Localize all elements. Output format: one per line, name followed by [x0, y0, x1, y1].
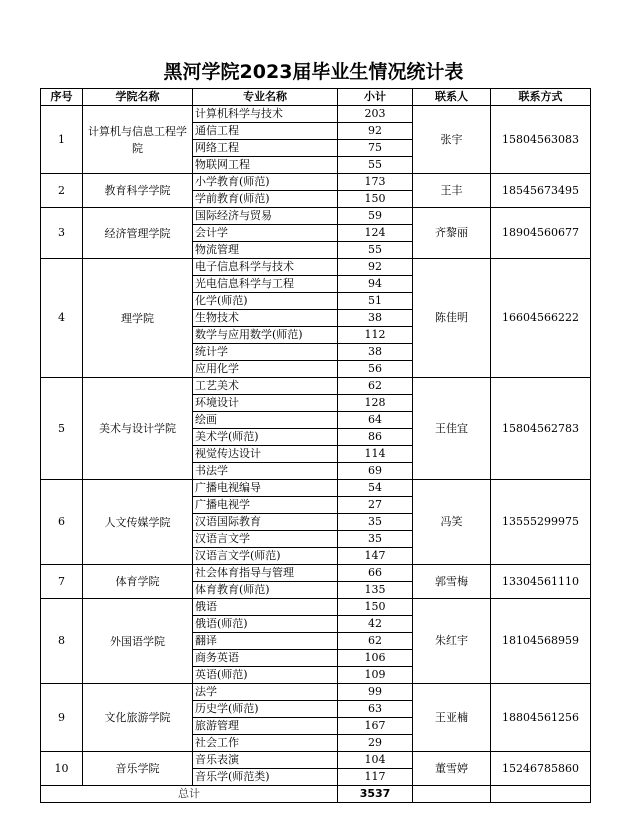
major-count: 112	[338, 327, 413, 344]
major-count: 35	[338, 531, 413, 548]
page-title: 黑河学院2023届毕业生情况统计表	[163, 61, 464, 83]
header-count: 小计	[338, 89, 413, 106]
college-seq: 4	[41, 259, 83, 378]
major-name: 商务英语	[193, 650, 338, 667]
major-name: 计算机科学与技术	[193, 106, 338, 123]
major-name: 社会工作	[193, 735, 338, 752]
major-count: 109	[338, 667, 413, 684]
college-contact: 王亚楠	[413, 684, 491, 752]
major-name: 物流管理	[193, 242, 338, 259]
major-count: 99	[338, 684, 413, 701]
major-count: 56	[338, 361, 413, 378]
college-phone: 18804561256	[491, 684, 591, 752]
major-name: 书法学	[193, 463, 338, 480]
major-count: 173	[338, 174, 413, 191]
major-name: 学前教育(师范)	[193, 191, 338, 208]
college-phone: 13304561110	[491, 565, 591, 599]
major-name: 统计学	[193, 344, 338, 361]
major-name: 化学(师范)	[193, 293, 338, 310]
college-phone: 18104568959	[491, 599, 591, 684]
college-name: 人文传媒学院	[83, 480, 193, 565]
major-count: 59	[338, 208, 413, 225]
college-phone: 13555299975	[491, 480, 591, 565]
table-row	[41, 480, 591, 497]
major-count: 75	[338, 140, 413, 157]
major-count: 203	[338, 106, 413, 123]
table-row	[41, 599, 591, 616]
major-name: 绘画	[193, 412, 338, 429]
major-name: 国际经济与贸易	[193, 208, 338, 225]
college-phone: 15804562783	[491, 378, 591, 480]
table-row	[41, 106, 591, 123]
major-name: 俄语	[193, 599, 338, 616]
table-row	[41, 565, 591, 582]
college-contact: 郭雪梅	[413, 565, 491, 599]
major-count: 117	[338, 769, 413, 786]
major-name: 光电信息科学与工程	[193, 276, 338, 293]
major-count: 92	[338, 123, 413, 140]
major-name: 数学与应用数学(师范)	[193, 327, 338, 344]
college-phone: 15246785860	[491, 752, 591, 786]
major-name: 应用化学	[193, 361, 338, 378]
college-seq: 3	[41, 208, 83, 259]
college-name: 计算机与信息工程学院	[83, 106, 193, 174]
major-name: 音乐表演	[193, 752, 338, 769]
college-contact: 冯笑	[413, 480, 491, 565]
major-name: 视觉传达设计	[193, 446, 338, 463]
college-contact: 王丰	[413, 174, 491, 208]
major-name: 美术学(师范)	[193, 429, 338, 446]
college-contact: 张宇	[413, 106, 491, 174]
table-row	[41, 259, 591, 276]
major-name: 俄语(师范)	[193, 616, 338, 633]
major-count: 29	[338, 735, 413, 752]
major-count: 86	[338, 429, 413, 446]
header-seq: 序号	[41, 89, 83, 106]
college-contact: 齐黎丽	[413, 208, 491, 259]
college-name: 体育学院	[83, 565, 193, 599]
total-value: 3537	[338, 786, 413, 803]
major-count: 150	[338, 191, 413, 208]
major-name: 物联网工程	[193, 157, 338, 174]
college-name: 理学院	[83, 259, 193, 378]
college-phone: 16604566222	[491, 259, 591, 378]
major-count: 135	[338, 582, 413, 599]
college-name: 美术与设计学院	[83, 378, 193, 480]
major-name: 旅游管理	[193, 718, 338, 735]
major-name: 电子信息科学与技术	[193, 259, 338, 276]
major-count: 38	[338, 344, 413, 361]
college-phone: 15804563083	[491, 106, 591, 174]
college-contact: 王佳宜	[413, 378, 491, 480]
table-row	[41, 752, 591, 769]
major-count: 69	[338, 463, 413, 480]
table-row	[41, 208, 591, 225]
college-seq: 2	[41, 174, 83, 208]
college-phone: 18545673495	[491, 174, 591, 208]
major-name: 通信工程	[193, 123, 338, 140]
major-count: 62	[338, 633, 413, 650]
major-name: 广播电视学	[193, 497, 338, 514]
header-major: 专业名称	[193, 89, 338, 106]
major-count: 62	[338, 378, 413, 395]
major-count: 64	[338, 412, 413, 429]
major-name: 工艺美术	[193, 378, 338, 395]
college-contact: 陈佳明	[413, 259, 491, 378]
major-name: 音乐学(师范类)	[193, 769, 338, 786]
college-seq: 10	[41, 752, 83, 786]
major-count: 104	[338, 752, 413, 769]
major-count: 114	[338, 446, 413, 463]
major-name: 网络工程	[193, 140, 338, 157]
major-count: 51	[338, 293, 413, 310]
major-name: 小学教育(师范)	[193, 174, 338, 191]
major-count: 55	[338, 242, 413, 259]
header-college: 学院名称	[83, 89, 193, 106]
major-name: 汉语国际教育	[193, 514, 338, 531]
major-name: 英语(师范)	[193, 667, 338, 684]
college-contact: 董雪婷	[413, 752, 491, 786]
major-name: 翻译	[193, 633, 338, 650]
major-count: 63	[338, 701, 413, 718]
college-name: 经济管理学院	[83, 208, 193, 259]
college-seq: 9	[41, 684, 83, 752]
major-name: 历史学(师范)	[193, 701, 338, 718]
major-count: 92	[338, 259, 413, 276]
college-name: 音乐学院	[83, 752, 193, 786]
major-name: 广播电视编导	[193, 480, 338, 497]
college-seq: 6	[41, 480, 83, 565]
major-count: 55	[338, 157, 413, 174]
major-name: 法学	[193, 684, 338, 701]
total-empty-cell	[491, 786, 591, 803]
table-row	[41, 684, 591, 701]
college-seq: 7	[41, 565, 83, 599]
major-count: 106	[338, 650, 413, 667]
major-count: 128	[338, 395, 413, 412]
graduate-statistics-table	[40, 88, 591, 803]
college-name: 教育科学学院	[83, 174, 193, 208]
major-count: 167	[338, 718, 413, 735]
major-count: 27	[338, 497, 413, 514]
table-body	[41, 106, 591, 786]
major-name: 汉语言文学(师范)	[193, 548, 338, 565]
total-empty-cell	[413, 786, 491, 803]
total-row	[41, 786, 591, 803]
major-name: 汉语言文学	[193, 531, 338, 548]
table-row	[41, 174, 591, 191]
college-name: 外国语学院	[83, 599, 193, 684]
major-name: 会计学	[193, 225, 338, 242]
major-count: 35	[338, 514, 413, 531]
college-phone: 18904560677	[491, 208, 591, 259]
major-count: 124	[338, 225, 413, 242]
college-seq: 5	[41, 378, 83, 480]
major-name: 社会体育指导与管理	[193, 565, 338, 582]
table-row	[41, 378, 591, 395]
header-contact: 联系人	[413, 89, 491, 106]
college-contact: 朱红宇	[413, 599, 491, 684]
major-count: 147	[338, 548, 413, 565]
header-row	[41, 89, 591, 106]
total-label: 总计	[41, 786, 338, 803]
major-name: 生物技术	[193, 310, 338, 327]
major-count: 42	[338, 616, 413, 633]
college-seq: 8	[41, 599, 83, 684]
major-count: 54	[338, 480, 413, 497]
major-name: 体育教育(师范)	[193, 582, 338, 599]
header-phone: 联系方式	[491, 89, 591, 106]
major-count: 94	[338, 276, 413, 293]
major-name: 环境设计	[193, 395, 338, 412]
college-name: 文化旅游学院	[83, 684, 193, 752]
major-count: 38	[338, 310, 413, 327]
major-count: 150	[338, 599, 413, 616]
college-seq: 1	[41, 106, 83, 174]
major-count: 66	[338, 565, 413, 582]
